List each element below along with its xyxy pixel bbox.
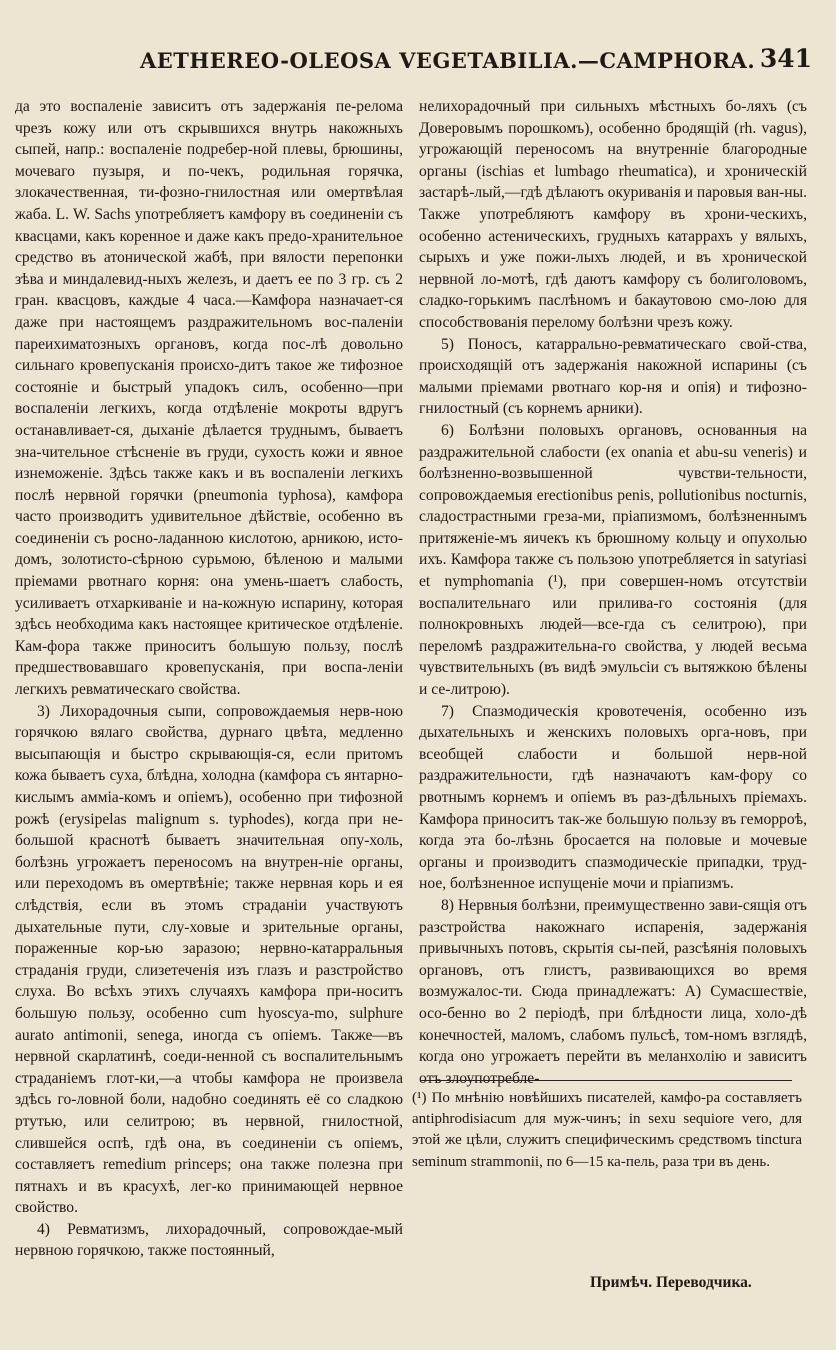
footnote-signature: Примѣч. Переводчика. <box>590 1274 752 1291</box>
footnote-marker: (¹) <box>412 1090 427 1106</box>
paragraph-rheumatism-cont: нелихорадочный при сильныхъ мѣстныхъ бо-ляхъ (съ Доверовымъ порошкомъ), особенно бродящій (rh. vagus), угрожающій переносомъ на внутренніе благородные органы (ischias et lumbago rheumatica), и хроническій застарѣ-лый,—гдѣ дѣлаютъ окуриванія и паровыя ван-ны. Также употребляютъ камфору въ хрони-ческихъ, особенно астеническихъ, грудныхъ катаррахъ у вялыхъ, сырыхъ и уже пожи-лыхъ людей, и въ хронической нервной ло-мотѣ, гдѣ даютъ камфору съ болиголовомъ, сладко-горькимъ паслѣномъ и бакаутовою смо-лою для способствованія перелому болѣзни чрезъ кожу. <box>419 98 807 331</box>
paragraph-rheumatism: 4) Ревматизмъ, лихорадочный, сопровождае-мый нервною горячкою, также постоянный, <box>15 1220 403 1260</box>
footnote-rule <box>420 1080 792 1081</box>
footnote-text: По мнѣнію новѣйшихъ писателей, камфо-ра составляетъ antiphrodisiacum для муж-чинъ; in sexu sequiore vero, для этой же цѣли, служитъ специфическимъ средствомъ tinctura seminum strammonii, по 6—15 ка-пель, раза три въ день. <box>412 1090 802 1170</box>
paragraph-inflammation: да это воспаленіе зависитъ отъ задержанія пе-релома чрезъ кожу или отъ скрывшихся внутрь накожныхъ сыпей, напр.: воспаленіе подребер-ной плевы, брюшины, мочеваго пузыря, и по-чекъ, родильная горячка, злокачественная, ти-фозно-гнилостная или омертвѣлая жаба. L. W. Sachs употребляетъ камфору въ соединеніи съ квасцами, какъ коренное и даже какъ предо-хранительное средство въ атонической жабѣ, при вялости перепонки зѣва и миндалевид-ныхъ железъ, и даетъ ее по 3 гр. съ 2 гран. квасцовъ, каждые 4 часа.—Камфора назначает-ся даже при настоящемъ раздражительномъ вос-паленіи пареихиматозныхъ органовъ, когда пос-лѣ довольно сильнаго кровепусканія происхо-дитъ такое же тифозное состояніе и быстрый упадокъ силъ, особенно—при воспаленіи легкихъ, когда отдѣленіе мокроты вдругъ останавливает-ся, дыханіе дѣлается труднымъ, бываетъ зна-чительное стѣсненіе въ груди, сухость кожи и явное изнеможеніе. Здѣсь также какъ и въ воспаленіи легкихъ послѣ нервной горячки (pneumonia typhosa), камфора часто производитъ удивительное дѣйствіе, особенно въ соединеніи съ росно-ладанною кислотою, арникою, исто-домъ, золотисто-сѣрною сурьмою, бѣленою и малыми пріемами рвотнаго корня: она умень-шаетъ слабость, усиливаетъ отхаркиваніе и на-кожную испарину, которая здѣсь необходима какъ настоящее критическое отдѣленіе. Кам-фора также приноситъ большую пользу, послѣ предшествовавшаго кровепусканія, при воспа-леніи легкихъ ревматическаго свойства. <box>15 98 403 699</box>
paragraph-fever-rashes: 3) Лихорадочныя сыпи, сопровождаемыя нерв-ною горячкою вялаго свойства, дурнаго цвѣта, медленно высыпающія и быстро скрывающія-ся, если притомъ кожа бываетъ суха, блѣдна, холодна (камфора съ янтарно-кислымъ аммia-комъ и опіемъ), особенно при тифозной рожѣ (erysipelas malignum s. typhodes), когда при не-большой краснотѣ бываетъ значительная опу-холь, болѣзнь угрожаетъ переносомъ на внутрен-ніе органы, или переходомъ въ омертвѣніе; также нервная корь и ея слѣдствія, если въ этомъ страданіи участвуютъ дыхательные пути, слу-ховые и зрительные органы, пораженные кор-ью заразою; нервно-катарральныя страданія груди, слизетеченія изъ глазъ и разстройство слуха. Во всѣхъ этихъ случаяхъ камфора при-носитъ большую пользу, особенно cum hyoscya-mo, sulphure aurato antimonii, senega, иногда съ опіемъ. Также—въ нервной скарлатинѣ, соеди-ненной съ воспалительнымъ страданіемъ глот-ки,—а чтобы камфора не произвела здѣсь го-ловной боли, надобно соединять её со сладкою ртутью, или селитрою; въ нервной, гнилостной, слившейся оспѣ, гдѣ она, въ соединеніи съ опіемъ, составляетъ remedium princeps; она также полезна при пятнахъ и въ красухѣ, лег-ко принимающей нервное свойство. <box>15 702 403 1217</box>
right-column <box>419 96 807 1089</box>
page-header <box>40 44 818 78</box>
running-title: AETHEREO-OLEOSA VEGETABILIA.—CAMPHORA. <box>140 48 756 73</box>
footnote <box>412 1088 802 1173</box>
paragraph-diarrhea: 5) Поносъ, катаррально-ревматическаго свой-ства, происходящій отъ задержанія накожной испарины (съ малыми пріемами рвотнаго кор-ня и опія) и тифозно-гнилостный (съ корнемъ арники). <box>419 335 807 418</box>
page-number: 341 <box>759 44 812 73</box>
left-column <box>15 96 403 1262</box>
paragraph-nervous-diseases: 8) Нервныя болѣзни, преимущественно зави-сящія отъ разстройства накожнаго испаренія, задержанія привычныхъ потовъ, скрытія сы-пей, разсѣянія половыхъ органовъ, отъ глистъ, развивающихся во время возмужалос-ти. Сюда принадлежатъ: А) Сумасшествіе, осо-бенно во 2 періодѣ, при блѣдности лица, холо-дѣ конечностей, маломъ, слабомъ пульсѣ, том-номъ взглядѣ, когда оно угрожаетъ перейти въ меланхолію и зависитъ отъ злоупотребле- <box>419 896 807 1087</box>
paragraph-genital-diseases: 6) Болѣзни половыхъ органовъ, основанныя на раздражительной слабости (ex onania et abu-su veneris) и болѣзненно-возвышенной чувстви-тельности, сопровождаемыя erectionibus penis, pollutionibus nocturnis, сладострастными греза-ми, пріапизмомъ, болѣзненнымъ притяженіе-мъ яичекъ къ брюшному кольцу и опухолью ихъ. Камфора также съ пользою употребляется in satyriasi et nymphomania (¹), при совершен-номъ отсутствіи воспалительнаго или прилива-го состоянія (для полнокровныхъ людей—все-гда съ селитрою), при переломѣ раздражительна-го свойства, у людей весьма чувствительныхъ (въ видѣ эмульсіи съ вытяжкою бѣлены и се-литрою). <box>419 421 807 699</box>
paragraph-spasmodic-bleeding: 7) Спазмодическія кровотеченія, особенно изъ дыхательныхъ и женскихъ половыхъ орга-новъ, при всеобщей слабости и большой нерв-ной раздражительности, гдѣ назначаютъ кам-фору со рвотнымъ корнемъ и опіемъ въ раз-дѣльныхъ пріемахъ. Камфора приноситъ так-же большую пользу въ геморроѣ, когда эта бо-лѣзнь бросается на половые и мочевые органы и производитъ спазмодическіе припадки, труд-ное, болѣзненное испущеніе мочи и пріапизмъ. <box>419 702 807 893</box>
